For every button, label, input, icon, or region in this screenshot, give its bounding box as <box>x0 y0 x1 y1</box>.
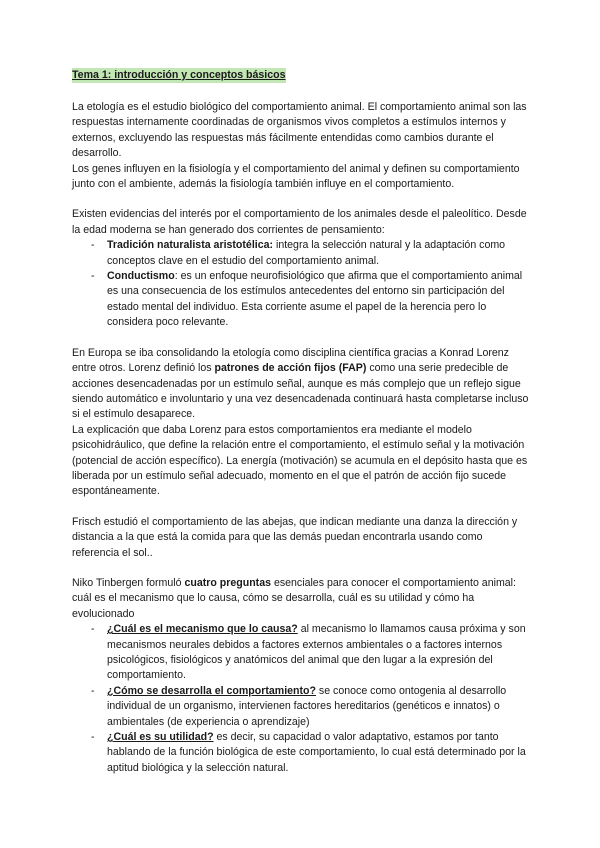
tinbergen-text-start: Niko Tinbergen formuló <box>72 576 185 589</box>
current-text: integra la selección natural y la adaptación como conceptos clave en el estudio del comportamiento animal. <box>107 239 506 267</box>
spacer <box>72 192 532 207</box>
spacer <box>72 561 532 576</box>
paragraph-frisch: Frisch estudió el comportamiento de las abejas, que indican mediante una danza la dirección y distancia a la que está la comida para que las demás puedan encontrarla usando como referencia el sol.. <box>72 515 518 559</box>
list-item <box>72 238 532 269</box>
current-term: Tradición naturalista aristotélica: <box>107 239 274 252</box>
list-item <box>72 684 532 730</box>
spacer <box>72 331 532 346</box>
paragraph-psychohydraulic: La explicación que daba Lorenz para estos comportamientos era mediante el modelo psicohidráulico, que define la relación entre el comportamiento, el estímulo señal y la motivación (potencial de acción específico). La energía (motivación) se acumula en el depósito hasta que es liberada por un estímulo señal adecuado, momento en el que el patrón de acción fijo sucede espontáneamente. <box>72 423 528 498</box>
current-text: : es un enfoque neurofisiológico que afirma que el comportamiento animal es una consecuencia de los estímulos antecedentes del entorno sin participación del estado mental del individuo. Esta corriente asume el papel de la herencia pero lo considera poco relevante. <box>107 270 523 329</box>
question-term: ¿Cuál es su utilidad? <box>107 731 214 744</box>
document-page <box>72 68 532 776</box>
fap-term: patrones de acción fijos (FAP) <box>214 362 367 375</box>
question-text: es decir, su capacidad o valor adaptativo, estamos por tanto hablando de la función biológica de este comportamiento, lo cual está determinado por la aptitud biológica y la selección natural. <box>107 731 526 774</box>
spacer <box>72 500 532 515</box>
current-term: Conductismo <box>107 270 175 283</box>
question-term: ¿Cómo se desarrolla el comportamiento? <box>107 684 316 697</box>
question-term: ¿Cuál es el mecanismo que lo causa? <box>107 623 298 636</box>
tinbergen-text-end: esenciales para conocer el comportamiento animal: cuál es el mecanismo que lo causa, cómo se desarrolla, cuál es su utilidad y cómo ha evolucionado <box>72 576 516 620</box>
four-questions-term: cuatro preguntas <box>184 576 271 589</box>
list-item <box>72 622 532 684</box>
list-item <box>72 730 532 776</box>
currents-list <box>72 238 532 330</box>
question-text: al mecanismo lo llamamos causa próxima y son mecanismos neurales debidos a factores externos ambientales o a factores internos psicológicos, fisiológicos y anatómicos del animal que den lugar a la expresión del comportamiento. <box>107 623 526 682</box>
paragraph-lorenz <box>72 346 532 423</box>
paragraph-genes: Los genes influyen en la fisiología y el comportamiento del animal y definen su comportamiento junto con el ambiente, además la fisiología también influye en el comportamiento. <box>72 162 520 191</box>
page-title: Tema 1: introducción y conceptos básicos <box>72 69 286 81</box>
lorenz-text-start: En Europa se iba consolidando la etología como disciplina científica gracias a Konrad Lorenz entre otros. Lorenz definió los <box>72 346 509 375</box>
question-text: se conoce como ontogenia al desarrollo individual de un organismo, intervienen factores hereditarios (genéticos e innatos) o ambientales (de experiencia o aprendizaje) <box>107 684 507 728</box>
paragraph-definition: La etología es el estudio biológico del comportamiento animal. El comportamiento animal son las respuestas internamente coordinadas de organismos vivos completos a estímulos internos y externos, excluyendo las respuestas más fácilmente entendidas como cambios durante el desarrollo. <box>72 101 527 160</box>
paragraph-tinbergen <box>72 576 532 622</box>
list-item <box>72 269 532 331</box>
questions-list <box>72 622 532 776</box>
lorenz-text-end: como una serie predecible de acciones desencadenadas por un estímulo señal, aunque es más complejo que un reflejo sigue siendo automático e involuntario y una vez desencadenada continuará hasta completarse incluso si el estímulo desaparece. <box>72 362 529 421</box>
paragraph-history: Existen evidencias del interés por el comportamiento de los animales desde el paleolítico. Desde la edad moderna se han generado dos corrientes de pensamiento: <box>72 208 527 236</box>
